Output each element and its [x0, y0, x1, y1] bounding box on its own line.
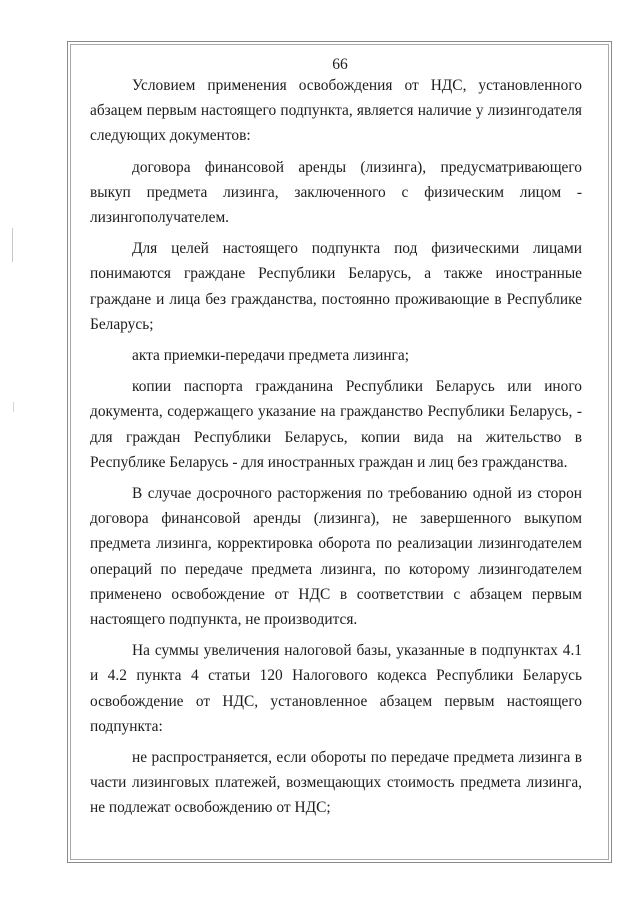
document-body — [90, 73, 582, 827]
paragraph-exemption-condition: Условием применения освобождения от НДС, установленного абзацем первым настоящего подпункта, является наличие у лизингодателя следующих документов: — [90, 77, 582, 145]
paragraph-early-termination: В случае досрочного расторжения по требованию одной из сторон договора финансовой аренды (лизинга), не завершенного выкупом предмета лизинга, корректировка оборота по реализации лизингодателем операций по передаче предмета лизинга, по которому лизингодателем применено освобождение от НДС в соответствии с абзацем первым настоящего подпункта, не производится. — [90, 485, 582, 629]
paragraph-individuals-definition: Для целей настоящего подпункта под физическими лицами понимаются граждане Республики Беларусь, а также иностранные граждане и лица без гражданства, постоянно проживающие в Республике Беларусь; — [90, 240, 582, 333]
scan-margin-speck — [13, 402, 14, 412]
paragraph-passport-copy: копии паспорта гражданина Республики Беларусь или иного документа, содержащего указание на гражданство Республики Беларусь, - для граждан Республики Беларусь, копии вида на жительство в Республике Беларусь - для иностранных граждан и лиц без гражданства. — [90, 378, 582, 471]
page-number: 66 — [332, 56, 348, 73]
scan-margin-mark — [12, 228, 13, 262]
paragraph-lease-contract: договора финансовой аренды (лизинга), предусматривающего выкуп предмета лизинга, заключенного с физическим лицом - лизингополучателем. — [90, 158, 582, 227]
paragraph-tax-base-increase: На суммы увеличения налоговой базы, указанные в подпунктах 4.1 и 4.2 пункта 4 статьи 120 Налогового кодекса Республики Беларусь освобождение от НДС, установленное абзацем первым настоящего подпункта: — [90, 642, 582, 735]
paragraph-not-applicable: не распространяется, если обороты по передаче предмета лизинга в части лизинговых платежей, возмещающих стоимость предмета лизинга, не подлежат освобождению от НДС; — [90, 749, 582, 817]
paragraph-acceptance-act: акта приемки-передачи предмета лизинга; — [132, 347, 409, 365]
